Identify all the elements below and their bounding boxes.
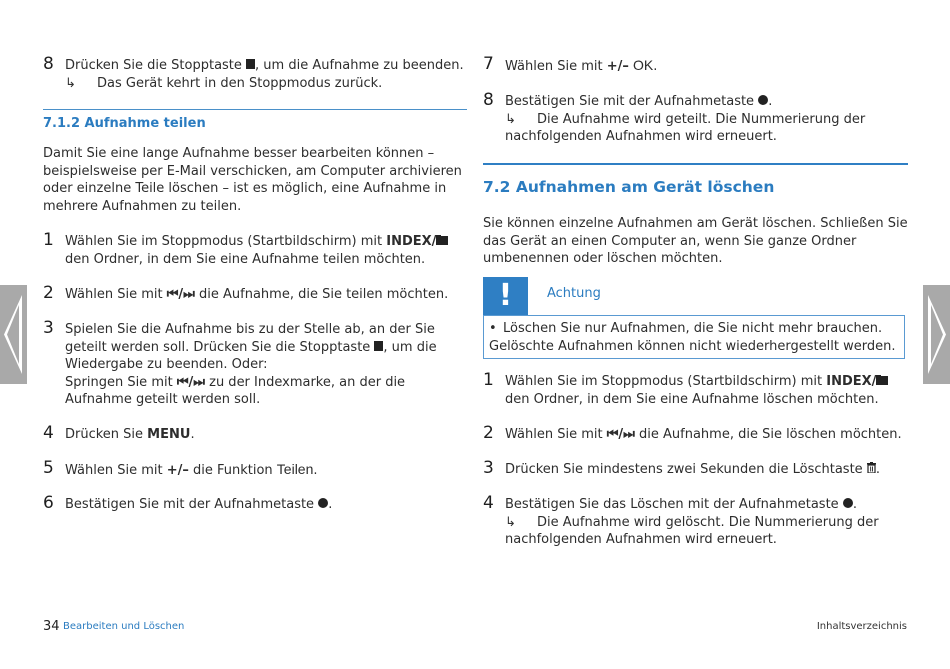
step-text: den Ordner, in dem Sie eine Aufnahme teilen möchten. — [65, 251, 426, 267]
warning-header — [483, 277, 908, 315]
step-8-stop — [43, 54, 467, 92]
step-4-confirm-delete — [483, 493, 908, 549]
warning-label: Achtung — [547, 286, 601, 301]
step-text: , um die Aufnahme zu beenden. — [255, 58, 464, 73]
step-text: Wählen Sie im Stoppmodus (Startbildschirm) mit — [505, 374, 827, 389]
step-text: Spielen Sie die Aufnahme bis zu der Stelle ab, an der Sie geteilt werden soll. Drücken Sie die Stopptaste — [65, 322, 435, 355]
step-text: Drücken Sie mindestens zwei Sekunden die Löschtaste — [505, 462, 867, 477]
step-number: 3 — [483, 458, 494, 478]
step-result: Das Gerät kehrt in den Stoppmodus zurück. — [97, 75, 383, 91]
step-number: 7 — [483, 54, 494, 74]
step-text: . — [653, 59, 658, 74]
step-number: 6 — [43, 493, 54, 513]
step-number: 2 — [483, 423, 494, 443]
step-6-confirm — [43, 493, 467, 514]
next-page-button[interactable] — [923, 285, 950, 384]
index-key: INDEX/ — [386, 234, 437, 249]
step-1-select-folder — [483, 370, 908, 408]
step-text: . — [852, 497, 857, 512]
step-3-play-to-position — [43, 318, 467, 409]
folder-icon — [876, 373, 888, 391]
step-text: , um die Wiedergabe zu beenden. Oder: — [65, 339, 437, 373]
chevron-left-icon — [0, 285, 27, 384]
step-number: 1 — [43, 230, 54, 250]
step-7-ok — [483, 54, 908, 76]
bullet: • — [489, 321, 497, 336]
step-text: Bestätigen Sie mit der Aufnahmetaste — [505, 94, 759, 109]
step-text: die Funktion — [188, 463, 277, 478]
step-number: 5 — [43, 458, 54, 478]
intro-paragraph: Sie können einzelne Aufnahmen am Gerät löschen. Schließen Sie das Gerät an einen Computer an, wenn Sie ganze Ordner umbenennen oder löschen möchten. — [483, 216, 908, 267]
folder-icon — [436, 233, 448, 251]
step-text: . — [768, 94, 773, 109]
step-3-delete-key — [483, 458, 908, 479]
divider — [43, 109, 467, 110]
step-text: Wählen Sie mit — [505, 427, 607, 442]
step-number: 4 — [43, 423, 54, 443]
step-text: den Ordner, in dem Sie eine Aufnahme löschen möchten. — [505, 391, 879, 407]
exclamation-icon: ! — [483, 277, 528, 315]
index-key: INDEX/ — [826, 374, 877, 389]
plus-minus-key: +/– — [166, 463, 189, 478]
step-text: . — [875, 462, 880, 477]
step-4-menu — [43, 423, 467, 444]
skip-keys: ⏮/⏭ — [176, 374, 205, 390]
step-2-select-recording — [43, 283, 467, 304]
step-text: . — [190, 427, 195, 442]
section-heading: 7.2 Aufnahmen am Gerät löschen — [483, 178, 775, 196]
step-text: die Aufnahme, die Sie teilen möchten. — [194, 287, 449, 302]
step-number: 1 — [483, 370, 494, 390]
result-arrow-icon: ↳ — [505, 111, 516, 127]
footer-section-link[interactable]: Bearbeiten und Löschen — [63, 621, 185, 632]
step-2-select-recording — [483, 423, 908, 444]
chevron-right-icon — [923, 285, 950, 384]
step-text: Drücken Sie — [65, 427, 148, 442]
record-icon — [758, 93, 768, 111]
step-number: 8 — [483, 90, 494, 110]
warning-content — [489, 320, 900, 355]
step-8-confirm-split — [483, 90, 908, 146]
step-text: Bestätigen Sie das Löschen mit der Aufnahmetaste — [505, 497, 843, 512]
step-text: die Aufnahme, die Sie löschen möchten. — [634, 427, 902, 442]
ok-label: OK — [633, 57, 654, 73]
step-text: . — [313, 463, 318, 478]
previous-page-button[interactable] — [0, 285, 27, 384]
warning-box — [483, 315, 905, 359]
record-icon — [843, 496, 853, 514]
step-text: Wählen Sie im Stoppmodus (Startbildschirm) mit — [65, 234, 387, 249]
step-text: Wählen Sie mit — [505, 59, 607, 74]
intro-paragraph: Damit Sie eine lange Aufnahme besser bearbeiten können – beispielsweise per E-Mail verschicken, am Computer archivieren oder einzelne Teile löschen – ist es möglich, eine Aufnahme in mehrere Aufnahmen zu teilen. — [43, 146, 462, 214]
step-result: Die Aufnahme wird gelöscht. Die Nummerierung der nachfolgenden Aufnahmen wird erneuert. — [505, 514, 879, 548]
step-text: Wählen Sie mit — [65, 463, 167, 478]
step-text: Springen Sie mit — [65, 374, 177, 390]
step-text: Wählen Sie mit — [65, 287, 167, 302]
step-result: Die Aufnahme wird geteilt. Die Nummerierung der nachfolgenden Aufnahmen wird erneuert. — [505, 111, 866, 145]
stop-icon — [246, 57, 255, 75]
step-text: Drücken Sie die Stopptaste — [65, 58, 247, 73]
function-name: Teilen — [276, 461, 314, 477]
step-number: 2 — [43, 283, 54, 303]
subsection-heading: 7.1.2 Aufnahme teilen — [43, 116, 206, 131]
step-1-select-folder — [43, 230, 467, 268]
skip-keys: ⏮/⏭ — [166, 287, 195, 302]
step-5-select-function — [43, 458, 467, 480]
step-number: 3 — [43, 318, 54, 338]
result-arrow-icon: ↳ — [65, 75, 76, 91]
record-icon — [318, 496, 328, 514]
step-number: 4 — [483, 493, 494, 513]
menu-key: MENU — [147, 427, 191, 442]
step-text: zu der Indexmarke, an der die Aufnahme geteilt werden soll. — [65, 374, 406, 408]
result-arrow-icon: ↳ — [505, 514, 516, 530]
page-number: 34 — [43, 619, 60, 634]
skip-keys: ⏮/⏭ — [606, 427, 635, 442]
table-of-contents-link[interactable]: Inhaltsverzeichnis — [816, 621, 907, 632]
warning-text: Löschen Sie nur Aufnahmen, die Sie nicht mehr brauchen. Gelöschte Aufnahmen können nicht wiederhergestellt werden. — [489, 321, 896, 354]
trash-icon — [867, 461, 876, 479]
step-number: 8 — [43, 54, 54, 74]
step-text: Bestätigen Sie mit der Aufnahmetaste — [65, 497, 319, 512]
step-text: . — [328, 497, 333, 512]
section-divider — [483, 163, 908, 165]
plus-minus-key: +/– — [606, 59, 629, 74]
